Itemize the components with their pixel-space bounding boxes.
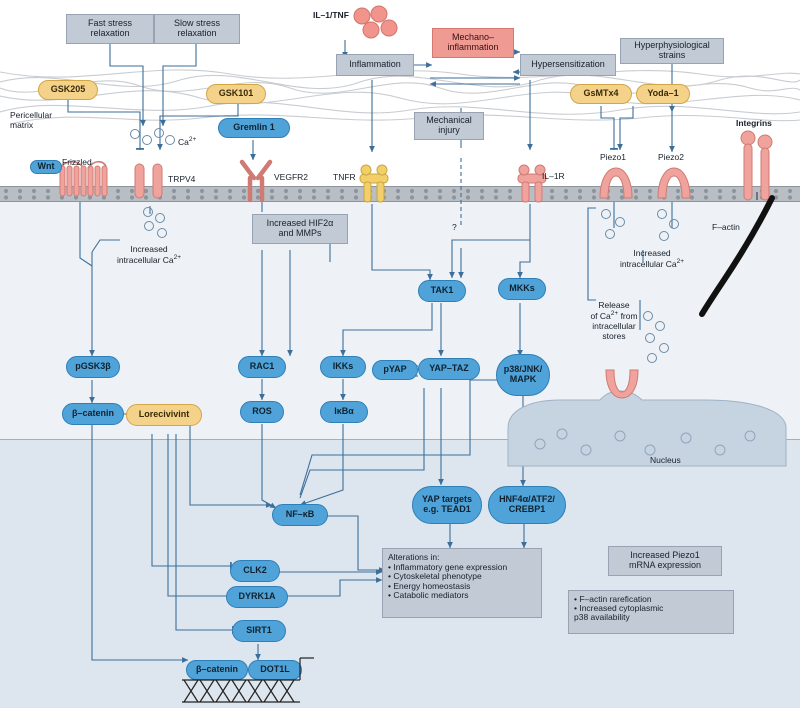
node-beta-catenin[interactable]: β–catenin [62,403,124,425]
stimulus-mechanical-injury: Mechanical injury [414,112,484,140]
node-p38-jnk-mapk[interactable]: p38/JNK/ MAPK [496,354,550,396]
node-yap-targets[interactable]: YAP targets e.g. TEAD1 [412,486,482,524]
label-unknown-mechanism: ? [452,222,457,232]
node-dot1l[interactable]: DOT1L [248,660,302,680]
label-frizzled: Frizzled [62,157,92,167]
drug-gsk101[interactable]: GSK101 [206,84,266,104]
label-nucleus: Nucleus [650,455,681,465]
il1-tnf-ligand-cluster [352,6,398,40]
alterations-item: • Energy homeostasis [388,580,471,591]
alterations-item: • Cytoskeletal phenotype [388,571,482,582]
f-actin-filament [700,196,796,316]
node-ikba[interactable]: IκBα [320,401,368,423]
vegfr2-receptor [236,158,276,204]
integrin-receptor [734,128,780,204]
alterations-title: Alterations in: [388,552,440,562]
il1r-receptor [516,160,548,204]
calcium-ions-piezo [598,206,688,250]
label-wnt: Wnt [37,161,55,172]
er-calcium-channel [604,366,640,402]
calcium-ions-extracellular [128,126,176,148]
factin-item: • Increased cytoplasmic [574,603,664,614]
alterations-item: • Catabolic mediators [388,589,469,600]
stimulus-slow-stress-relaxation: Slow stress relaxation [154,14,240,44]
outcome-alterations-box [382,548,542,618]
label-pericellular-matrix: Pericellular matrix [10,110,53,130]
outcome-increased-hif2a-mmps: Increased HIF2α and MMPs [252,214,348,244]
label-tnfr: TNFR [333,172,356,182]
piezo1-channel [598,164,634,204]
node-pyap[interactable]: pYAP [372,360,418,380]
stimulus-hyperphysiological-strains: Hyperphysiological strains [620,38,724,64]
label-piezo1: Piezo1 [600,152,626,162]
dna-double-helix [182,676,326,706]
drug-lorecivivint[interactable]: Lorecivivint [126,404,202,426]
drug-gsmtx4[interactable]: GsMTx4 [570,84,632,104]
outcome-increased-piezo1-mrna: Increased Piezo1 mRNA expression [608,546,722,576]
annotation-increased-intracellular-ca-piezo: Increased intracellular $Ca^{2+}$ [619,248,685,269]
drug-gsk205[interactable]: GSK205 [38,80,98,100]
label-il1-tnf: IL–1/TNF [313,10,349,20]
label-piezo2: Piezo2 [658,152,684,162]
node-sirt1[interactable]: SIRT1 [232,620,286,642]
node-dyrk1a[interactable]: DYRK1A [226,586,288,608]
outcome-factin-p38-box [568,590,734,634]
factin-item: • F–actin rarefication [574,594,652,604]
receptor-wnt [30,160,62,174]
calcium-ions-intracellular-trpv4 [138,206,174,240]
node-clk2[interactable]: CLK2 [230,560,280,582]
piezo2-channel [656,164,692,204]
stimulus-mechano-inflammation: Mechano– inflammation [432,28,514,58]
trpv4-channel [132,160,166,202]
label-calcium: $Ca^{2+}$ [178,136,197,147]
stimulus-hypersensitization: Hypersensitization [520,54,616,76]
node-ros[interactable]: ROS [240,401,284,423]
drug-yoda1[interactable]: Yoda–1 [636,84,690,104]
label-vegfr2: VEGFR2 [274,172,309,182]
node-rac1[interactable]: RAC1 [238,356,286,378]
node-tak1[interactable]: TAK1 [418,280,466,302]
tnfr-receptor [358,160,390,204]
label-f-actin: F–actin [712,222,740,232]
node-beta-catenin-nuclear[interactable]: β–catenin [186,660,248,680]
node-nf-kb[interactable]: NF–κB [272,504,328,526]
node-yap-taz[interactable]: YAP–TAZ [418,358,480,380]
node-pgsk3b[interactable]: pGSK3β [66,356,120,378]
label-integrins: Integrins [736,118,772,128]
node-hnf4a-atf2-crebp1[interactable]: HNF4α/ATF2/ CREBP1 [488,486,566,524]
stimulus-inflammation: Inflammation [336,54,414,76]
annotation-release-of-calcium: Release of $Ca^{2+}$ from intracellular stores [590,300,638,341]
node-ikks[interactable]: IKKs [320,356,366,378]
factin-item: p38 availability [574,612,630,623]
alterations-item: • Inflammatory gene expression [388,562,508,573]
ligand-gremlin-1[interactable]: Gremlin 1 [218,118,290,138]
label-trpv4: TRPV4 [168,174,196,184]
annotation-increased-intracellular-ca-trpv4: Increased intracellular $Ca^{2+}$ [116,244,182,265]
label-il1r: IL–1R [542,171,565,181]
node-mkks[interactable]: MKKs [498,278,546,300]
stimulus-fast-stress-relaxation: Fast stress relaxation [66,14,154,44]
